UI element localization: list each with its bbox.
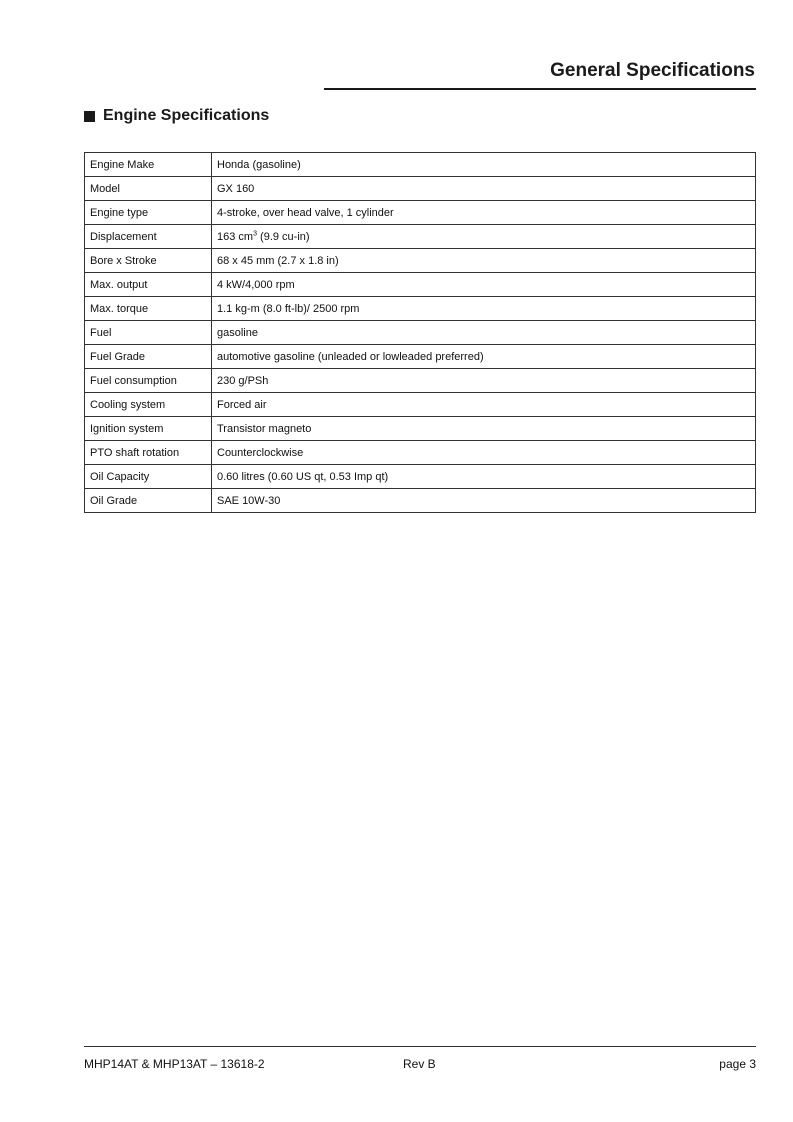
spec-value-text: 163 cm [217, 230, 254, 243]
engine-spec-table [84, 152, 756, 513]
table-row [85, 249, 756, 273]
spec-value: 0.60 litres (0.60 US qt, 0.53 Imp qt) [212, 465, 756, 489]
spec-label: Engine type [85, 201, 212, 225]
square-bullet-icon [84, 111, 95, 122]
spec-value-suffix: (9.9 cu-in) [256, 230, 310, 243]
spec-label: Fuel Grade [85, 345, 212, 369]
spec-value-superscript: 3 [253, 229, 257, 237]
spec-value: 68 x 45 mm (2.7 x 1.8 in) [212, 249, 756, 273]
spec-label: Displacement [85, 225, 212, 249]
table-row [85, 273, 756, 297]
spec-label: Cooling system [85, 393, 212, 417]
spec-value: 4 kW/4,000 rpm [212, 273, 756, 297]
table-row [85, 177, 756, 201]
spec-label: Fuel consumption [85, 369, 212, 393]
spec-label: Model [85, 177, 212, 201]
footer-revision: Rev B [403, 1057, 436, 1071]
footer-page-number: page 3 [719, 1057, 756, 1071]
spec-value: 4-stroke, over head valve, 1 cylinder [212, 201, 756, 225]
table-row [85, 321, 756, 345]
footer-doc-id: MHP14AT & MHP13AT – 13618-2 [84, 1057, 265, 1071]
spec-label: Ignition system [85, 417, 212, 441]
table-row [85, 345, 756, 369]
table-row [85, 225, 756, 249]
spec-label: Fuel [85, 321, 212, 345]
footer-divider [84, 1046, 756, 1047]
table-row [85, 201, 756, 225]
spec-value: 1.1 kg-m (8.0 ft-lb)/ 2500 rpm [212, 297, 756, 321]
section-heading [84, 107, 269, 125]
spec-value: Honda (gasoline) [212, 153, 756, 177]
spec-value: SAE 10W-30 [212, 489, 756, 513]
spec-label: Bore x Stroke [85, 249, 212, 273]
spec-label: Oil Capacity [85, 465, 212, 489]
table-row [85, 369, 756, 393]
spec-value: Transistor magneto [212, 417, 756, 441]
table-row [85, 153, 756, 177]
spec-label: PTO shaft rotation [85, 441, 212, 465]
table-row [85, 441, 756, 465]
spec-label: Engine Make [85, 153, 212, 177]
page-title: General Specifications [550, 60, 755, 81]
spec-value: 230 g/PSh [212, 369, 756, 393]
table-row [85, 417, 756, 441]
table-row [85, 465, 756, 489]
spec-value: automotive gasoline (unleaded or lowleaded preferred) [212, 345, 756, 369]
section-heading-text: Engine Specifications [103, 107, 270, 124]
spec-value: gasoline [212, 321, 756, 345]
spec-label: Max. output [85, 273, 212, 297]
spec-value: GX 160 [212, 177, 756, 201]
header-divider [324, 88, 756, 90]
spec-label: Oil Grade [85, 489, 212, 513]
table-row [85, 393, 756, 417]
spec-label: Max. torque [85, 297, 212, 321]
table-row [85, 489, 756, 513]
spec-value [212, 225, 756, 249]
spec-value: Counterclockwise [212, 441, 756, 465]
spec-value: Forced air [212, 393, 756, 417]
table-row [85, 297, 756, 321]
